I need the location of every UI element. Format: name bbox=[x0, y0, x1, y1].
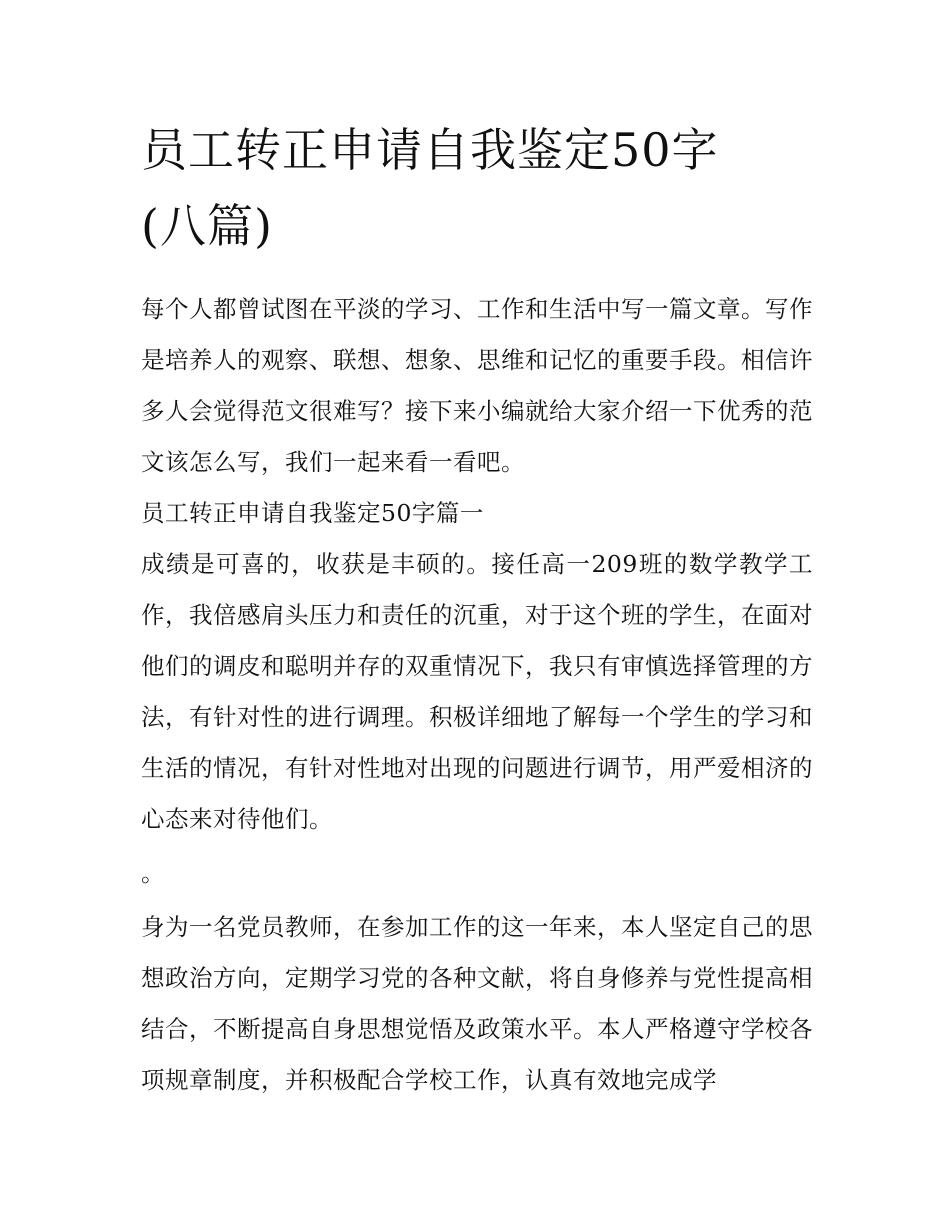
document-body bbox=[141, 112, 813, 1106]
title-line-1: 员工转正申请自我鉴定50字 bbox=[141, 123, 719, 177]
body-paragraph-1: 成绩是可喜的，收获是丰硕的。接任高一209班的数学教学工作，我倍感肩头压力和责任的沉重，对于这个班的学生，在面对他们的调皮和聪明并存的双重情况下，我只有审慎选择管理的方法，有针对性的进行调理。积极详细地了解每一个学生的学习和生活的情况，有针对性地对出现的问题进行调节，用严爱相济的心态来对待他们。 bbox=[141, 550, 813, 833]
separator-mark: 。 bbox=[141, 859, 165, 887]
document-title bbox=[141, 112, 813, 264]
title-line-2: (八篇) bbox=[141, 199, 273, 253]
section-heading: 员工转正申请自我鉴定50字篇一 bbox=[141, 499, 484, 527]
body-paragraph-2: 身为一名党员教师，在参加工作的这一年来，本人坚定自己的思想政治方向，定期学习党的各种文献，将自身修养与党性提高相结合，不断提高自身思想觉悟及政策水平。本人严格遵守学校各项规章制度，并积极配合学校工作，认真有效地完成学 bbox=[141, 913, 813, 1094]
intro-paragraph: 每个人都曾试图在平淡的学习、工作和生活中写一篇文章。写作是培养人的观察、联想、想象、思维和记忆的重要手段。相信许多人会觉得范文很难写？接下来小编就给大家介绍一下优秀的范文该怎么写，我们一起来看一看吧。 bbox=[141, 295, 813, 476]
